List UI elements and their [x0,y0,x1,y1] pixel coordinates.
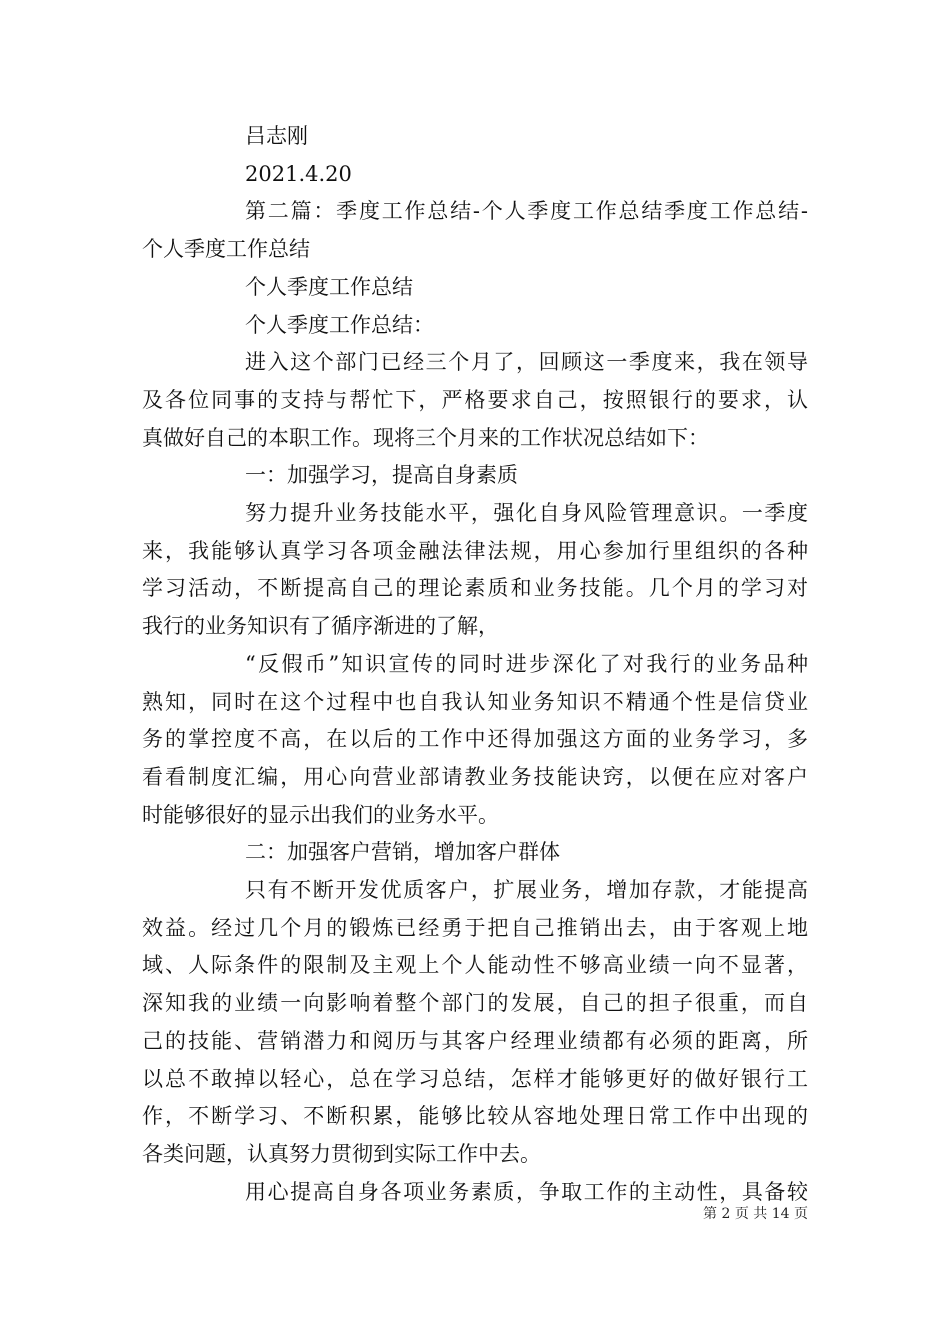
text-line: 我行的业务知识有了循序渐进的了解， [142,614,499,639]
text-line: 务的掌控度不高，在以后的工作中还得加强这方面的业务学习，多 [142,727,808,752]
text-line: 个人季度工作总结 [142,237,310,262]
text-line: 时能够很好的显示出我们的业务水平。 [142,802,499,827]
text-line: 努力提升业务技能水平，强化自身风险管理意识。一季度 [245,501,808,526]
text-line: 作，不断学习、不断积累，能够比较从容地处理日常工作中出现的 [142,1104,808,1129]
text-line: 及各位同事的支持与帮忙下，严格要求自己，按照银行的要求，认 [142,387,808,412]
text-line: 用心提高自身各项业务素质，争取工作的主动性，具备较 [245,1179,808,1204]
page-number-footer: 第 2 页 共 14 页 [703,1206,808,1222]
text-line: 真做好自己的本职工作。现将三个月来的工作状况总结如下： [142,425,709,450]
text-line: 深知我的业绩一向影响着整个部门的发展，自己的担子很重，而自 [142,991,808,1016]
text-line: 个人季度工作总结： [245,312,434,337]
text-line: 效益。经过几个月的锻炼已经勇于把自己推销出去，由于客观上地 [142,915,808,940]
text-line: 进入这个部门已经三个月了，回顾这一季度来，我在领导 [245,350,808,375]
text-line: 各类问题，认真努力贯彻到实际工作中去。 [142,1141,541,1166]
text-line: 看看制度汇编，用心向营业部请教业务技能诀窍，以便在应对客户 [142,764,808,789]
text-line: 二：加强客户营销，增加客户群体 [245,840,560,865]
text-line: 个人季度工作总结 [245,274,413,299]
text-line: 学习活动，不断提高自己的理论素质和业务技能。几个月的学习对 [142,576,808,601]
text-line: 来，我能够认真学习各项金融法律法规，用心参加行里组织的各种 [142,538,808,563]
text-line: 一：加强学习，提高自身素质 [245,463,518,488]
text-line: 熟知，同时在这个过程中也自我认知业务知识不精通个性是信贷业 [142,689,808,714]
text-line: 以总不敢掉以轻心，总在学习总结，怎样才能够更好的做好银行工 [142,1066,808,1091]
text-line: 域、人际条件的限制及主观上个人能动性不够高业绩一向不显著， [142,953,808,978]
document-body [142,118,808,1211]
text-line: 2021.4.20 [245,161,352,186]
text-line: 只有不断开发优质客户，扩展业务，增加存款，才能提高 [245,878,808,903]
text-line: 第二篇：季度工作总结-个人季度工作总结季度工作总结- [245,199,808,224]
text-line: 吕志刚 [245,124,308,148]
text-line: “反假币”知识宣传的同时进步深化了对我行的业务品种 [245,651,808,676]
text-line: 己的技能、营销潜力和阅历与其客户经理业绩都有必须的距离，所 [142,1028,808,1053]
